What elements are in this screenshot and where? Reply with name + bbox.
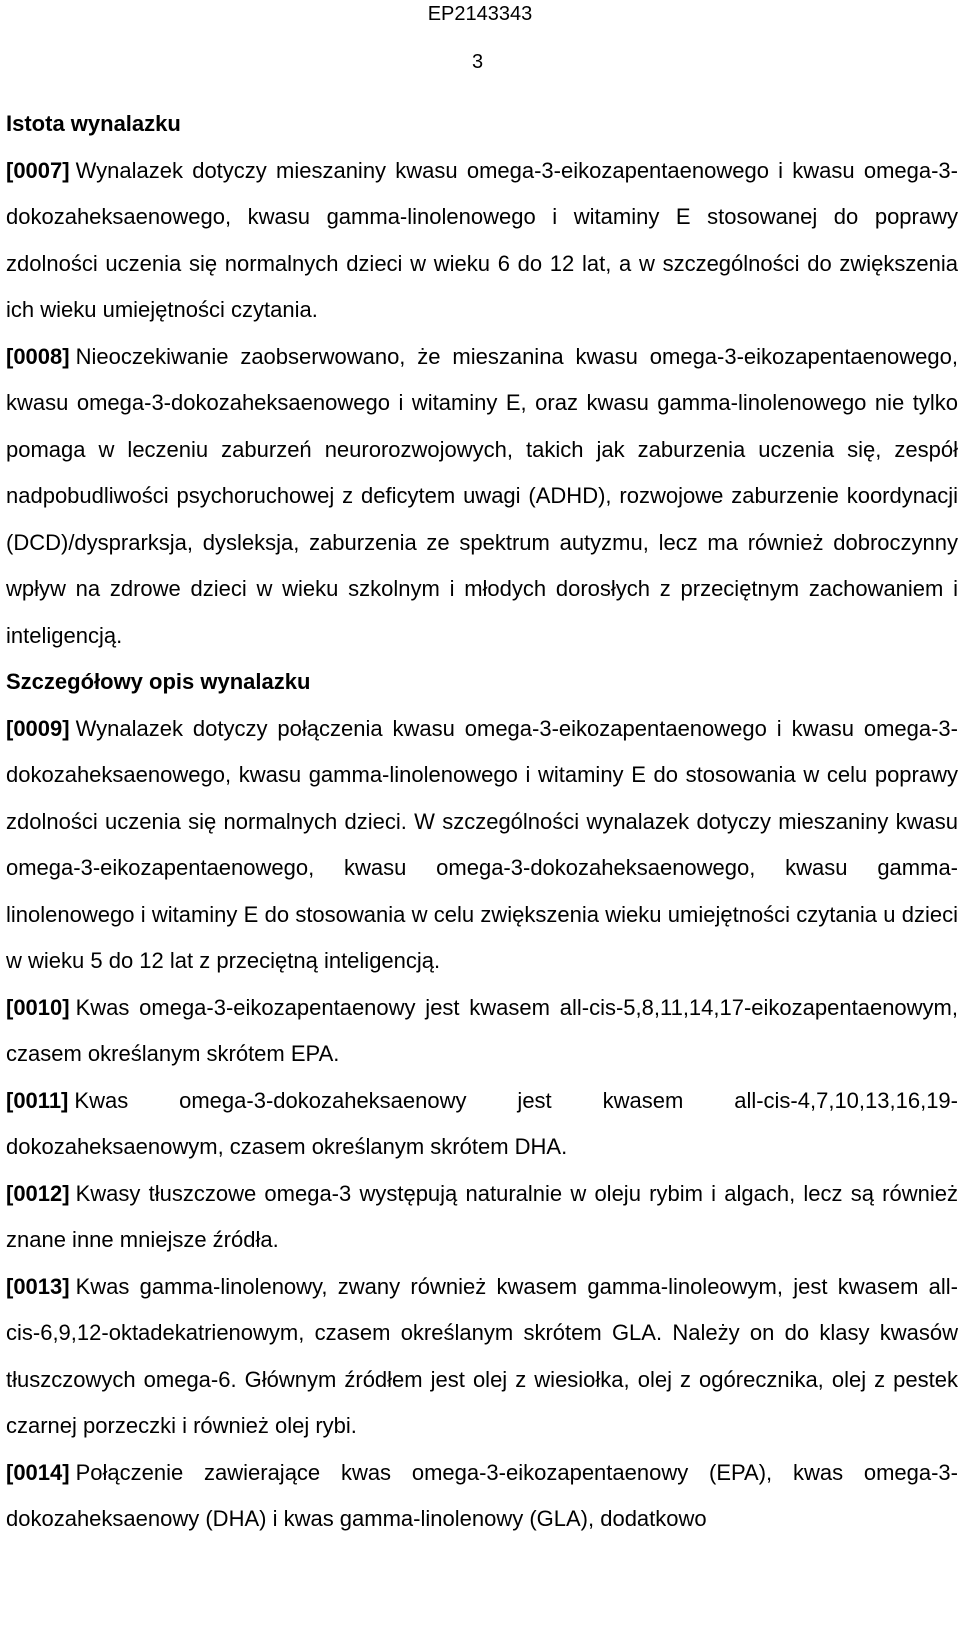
paragraph-number: [0014] xyxy=(6,1459,70,1485)
paragraph-number: [0008] xyxy=(6,343,70,369)
paragraph-0012 xyxy=(6,1171,958,1264)
paragraph-text: Wynalazek dotyczy połączenia kwasu omega-3-eikozapentaenowego i kwasu omega-3-dokozaheksaenowego, kwasu gamma-linolenowego i witaminy E do stosowania w celu poprawy zdolności uczenia się normalnych dzieci. W szczególności wynalazek dotyczy mieszaniny kwasu omega-3-eikozapentaenowego, kwasu omega-3-dokozaheksaenowego, kwasu gamma-linolenowego i witaminy E do stosowania w celu zwiększenia wieku umiejętności czytania u dzieci w wieku 5 do 12 lat z przeciętną inteligencją. xyxy=(6,715,958,973)
document-id: EP2143343 xyxy=(427,3,533,25)
paragraph-text: Kwas omega-3-eikozapentaenowy jest kwasem all-cis-5,8,11,14,17-eikozapentaenowym, czasem określanym skrótem EPA. xyxy=(6,994,958,1066)
paragraph-0013 xyxy=(6,1264,958,1450)
paragraph-number: [0012] xyxy=(6,1180,70,1206)
document-body xyxy=(6,101,958,1543)
paragraph-number: [0009] xyxy=(6,715,70,741)
section-heading-detailed-description: Szczegółowy opis wynalazku xyxy=(6,669,311,694)
paragraph-number: [0011] xyxy=(6,1087,69,1113)
paragraph-0008 xyxy=(6,334,958,660)
page-number: 3 xyxy=(472,51,484,73)
paragraph-text: Kwas omega-3-dokozaheksaenowy jest kwasem all-cis-4,7,10,13,16,19-dokozaheksaenowym, czasem określanym skrótem DHA. xyxy=(6,1087,958,1159)
paragraph-text: Kwas gamma-linolenowy, zwany również kwasem gamma-linoleowym, jest kwasem all-cis-6,9,12-oktadekatrienowym, czasem określanym skrótem GLA. Należy on do klasy kwasów tłuszczowych omega-6. Głównym źródłem jest olej z wiesiołka, olej z ogórecznika, olej z pestek czarnej porzeczki i również olej rybi. xyxy=(6,1273,958,1438)
paragraph-0009 xyxy=(6,706,958,985)
paragraph-0010 xyxy=(6,985,958,1078)
section-heading-essence: Istota wynalazku xyxy=(6,111,181,136)
paragraph-number: [0007] xyxy=(6,157,70,183)
paragraph-0007 xyxy=(6,148,958,334)
paragraph-0014 xyxy=(6,1450,958,1543)
paragraph-text: Nieoczekiwanie zaobserwowano, że mieszanina kwasu omega-3-eikozapentaenowego, kwasu omega-3-dokozaheksaenowego i witaminy E, oraz kwasu gamma-linolenowego nie tylko pomaga w leczeniu zaburzeń neurorozwojowych, takich jak zaburzenia uczenia się, zespół nadpobudliwości psychoruchowej z deficytem uwagi (ADHD), rozwojowe zaburzenie koordynacji (DCD)/dysprarksja, dysleksja, zaburzenia ze spektrum autyzmu, lecz ma również dobroczynny wpływ na zdrowe dzieci w wieku szkolnym i młodych dorosłych z przeciętnym zachowaniem i inteligencją. xyxy=(6,343,958,648)
paragraph-text: Połączenie zawierające kwas omega-3-eikozapentaenowy (EPA), kwas omega-3-dokozaheksaenowy (DHA) i kwas gamma-linolenowy (GLA), dodatkowo xyxy=(6,1459,958,1531)
paragraph-0011 xyxy=(6,1078,958,1171)
paragraph-number: [0010] xyxy=(6,994,70,1020)
paragraph-number: [0013] xyxy=(6,1273,70,1299)
paragraph-text: Kwasy tłuszczowe omega-3 występują naturalnie w oleju rybim i algach, lecz są również znane inne mniejsze źródła. xyxy=(6,1180,958,1252)
paragraph-text: Wynalazek dotyczy mieszaniny kwasu omega-3-eikozapentaenowego i kwasu omega-3-dokozaheksaenowego, kwasu gamma-linolenowego i witaminy E stosowanej do poprawy zdolności uczenia się normalnych dzieci w wieku 6 do 12 lat, a w szczególności do zwiększenia ich wieku umiejętności czytania. xyxy=(6,157,958,322)
